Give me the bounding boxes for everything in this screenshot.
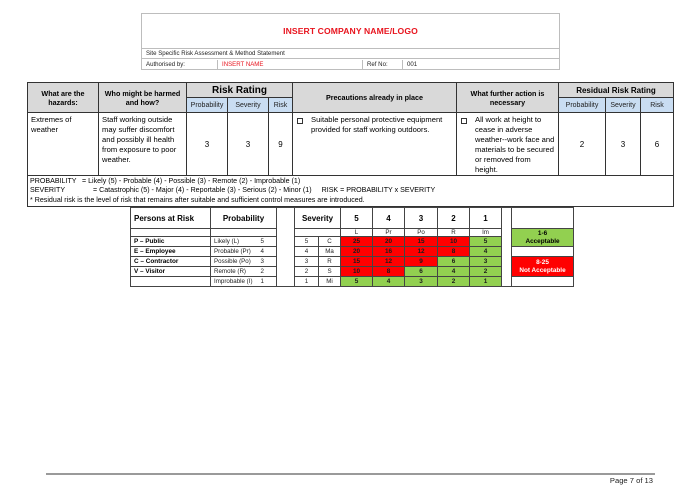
authorisation-row	[142, 60, 559, 70]
legend-not-acceptable: 8-25 Not Acceptable	[512, 257, 574, 277]
matrix-col-1: 1	[470, 208, 502, 229]
matrix-sub-l: L	[341, 229, 373, 237]
matrix-col-2: 2	[438, 208, 470, 229]
matrix-header-probability: Probability	[211, 208, 277, 229]
matrix-spacer	[277, 208, 295, 287]
matrix-sub-pr: Pr	[373, 229, 405, 237]
header-probability: Probability	[187, 98, 228, 113]
precaution-text: Suitable personal protective equipment provided for staff working outdoors.	[311, 115, 443, 134]
legend-acceptable: 1-6 Acceptable	[512, 229, 574, 247]
header-residual-risk-rating: Residual Risk Rating	[559, 83, 674, 98]
person-contractor: C – Contractor	[131, 257, 211, 267]
company-logo-placeholder: INSERT COMPANY NAME/LOGO	[142, 14, 559, 49]
risk-formula: RISK = PROBABILITY x SEVERITY	[321, 186, 436, 195]
matrix-legend-header	[512, 208, 574, 229]
person-public: P – Public	[131, 237, 211, 247]
header-severity: Severity	[228, 98, 269, 113]
matrix-header-severity: Severity	[295, 208, 341, 229]
document-header	[141, 13, 560, 70]
matrix-col-3: 3	[405, 208, 438, 229]
table-row	[28, 113, 674, 176]
residual-risk-note: * Residual risk is the level of risk that remains after suitable and sufficient control measures are introduced.	[30, 195, 365, 204]
matrix-sub-r: R	[438, 229, 470, 237]
matrix-sub-po: Po	[405, 229, 438, 237]
matrix-row: E – Employee Probable (Pr) 4 4 Ma 20 16 12 8 4	[131, 247, 574, 257]
risk-matrix	[130, 207, 574, 287]
probability-value: 3	[187, 113, 228, 176]
header-precautions: Precautions already in place	[293, 83, 457, 113]
probability-legend: PROBABILITY = Likely (5) - Probable (4) - Possible (3) - Remote (2) - Improbable (1)	[30, 177, 301, 185]
header-hazards: What are the hazards:	[28, 83, 99, 113]
matrix-row: Improbable (I) 1 1 Mi 5 4 3 2 1	[131, 277, 574, 287]
matrix-legend-blank	[512, 277, 574, 287]
rating-legend	[28, 176, 674, 207]
footer-divider	[46, 473, 655, 475]
severity-value: 3	[228, 113, 269, 176]
checkbox-bullet-icon	[461, 118, 467, 124]
matrix-header-persons: Persons at Risk	[131, 208, 211, 229]
hazard-cell: Extremes of weather	[28, 113, 99, 176]
person-employee: E – Employee	[131, 247, 211, 257]
header-residual-risk: Risk	[641, 98, 674, 113]
residual-risk-value: 6	[641, 113, 674, 176]
document-title: Site Specific Risk Assessment & Method Statement	[142, 48, 559, 59]
matrix-row: P – Public Likely (L) 5 5 C 25 20 15 10 5	[131, 237, 574, 247]
precaution-item	[293, 113, 456, 135]
header-residual-probability: Probability	[559, 98, 606, 113]
header-who-harmed: Who might be harmed and how?	[99, 83, 187, 113]
ref-no-label: Ref No:	[363, 60, 403, 70]
matrix-spacer	[502, 208, 512, 287]
authorised-by-value: INSERT NAME	[218, 60, 363, 70]
person-visitor: V – Visitor	[131, 267, 211, 277]
matrix-row: C – Contractor Possible (Po) 3 3 R 15 12 9 6 3 8-25 Not Acceptable	[131, 257, 574, 267]
further-action-text: All work at height to cease in adverse weather--work face and materials to be secured or removed from height.	[475, 115, 555, 174]
matrix-sub-im: Im	[470, 229, 502, 237]
header-risk-rating: Risk Rating	[187, 83, 293, 98]
ref-no-value: 001	[407, 61, 418, 68]
authorised-by-label: Authorised by:	[142, 60, 218, 70]
matrix-legend-blank	[512, 247, 574, 257]
severity-legend: SEVERITY = Catastrophic (5) - Major (4) - Reportable (3) - Serious (2) - Minor (1) RISK = PROBABILITY x SEVERITY	[30, 186, 436, 195]
matrix-row: V – Visitor Remote (R) 2 2 S 10 8 6 4 2	[131, 267, 574, 277]
who-harmed-cell: Staff working outside may suffer discomfort and possibly ill health from exposure to poor weather.	[99, 113, 187, 176]
precautions-cell	[293, 113, 457, 176]
further-action-cell	[457, 113, 559, 176]
header-further-action: What further action is necessary	[457, 83, 559, 113]
checkbox-bullet-icon	[297, 118, 303, 124]
residual-severity-value: 3	[606, 113, 641, 176]
matrix-col-5: 5	[341, 208, 373, 229]
further-action-item	[457, 113, 558, 175]
residual-probability-value: 2	[559, 113, 606, 176]
header-risk: Risk	[269, 98, 293, 113]
header-residual-severity: Severity	[606, 98, 641, 113]
page-number: Page 7 of 13	[609, 476, 653, 485]
risk-value: 9	[269, 113, 293, 176]
risk-assessment-table	[27, 82, 674, 207]
matrix-col-4: 4	[373, 208, 405, 229]
